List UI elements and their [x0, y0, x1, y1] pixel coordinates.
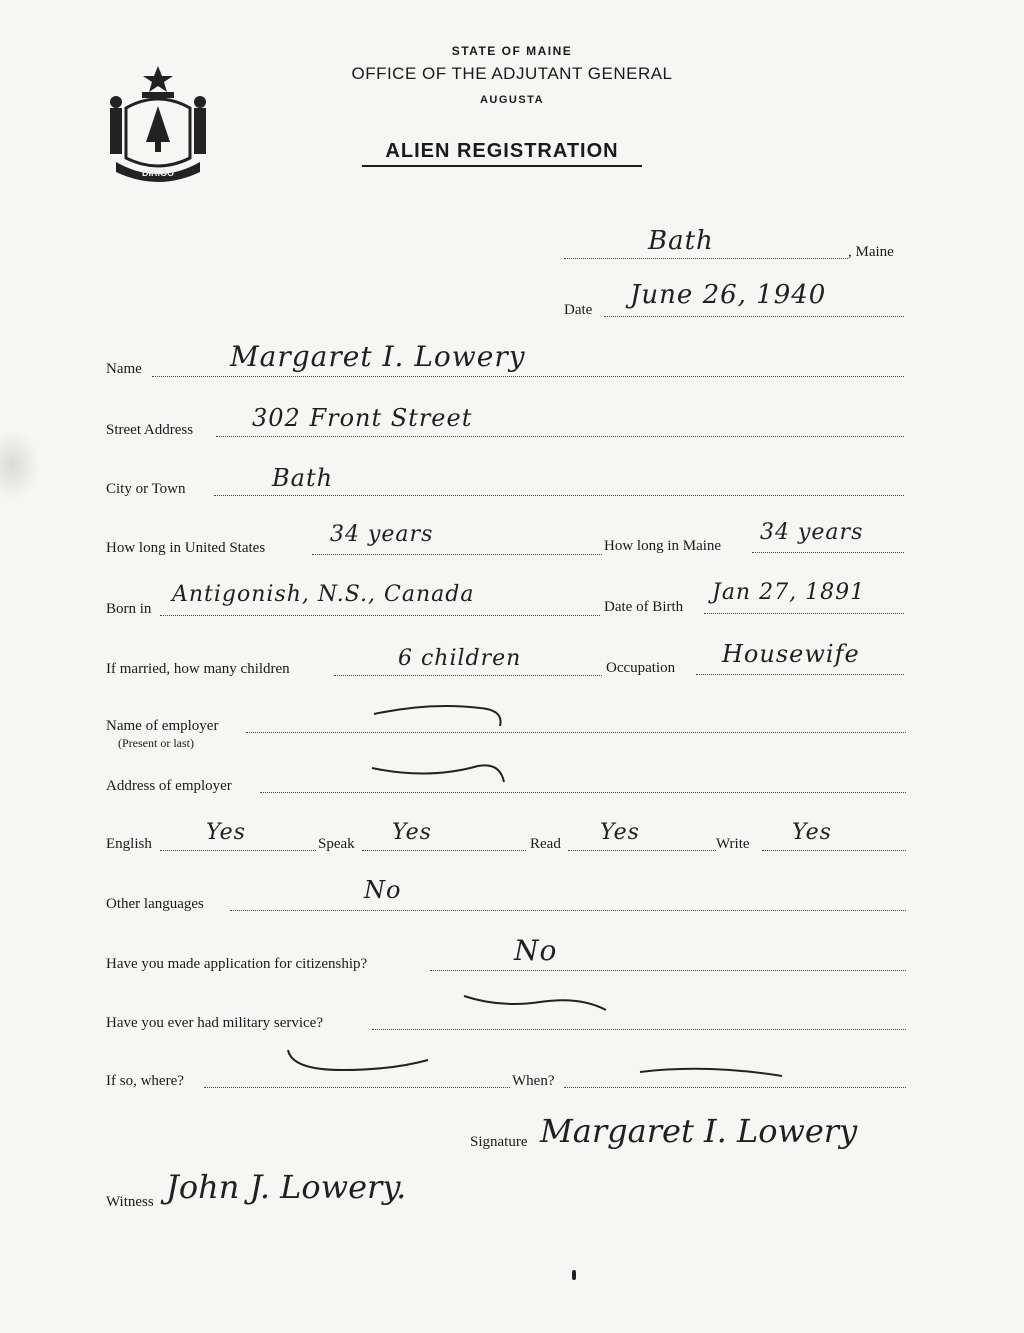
children-label: If married, how many children — [106, 661, 290, 677]
military-line — [372, 1029, 906, 1030]
speak-value: Yes — [392, 820, 432, 845]
header-city: AUGUSTA — [479, 94, 545, 106]
write-value: Yes — [792, 820, 832, 845]
english-value: Yes — [206, 820, 246, 845]
when-label: When? — [512, 1073, 555, 1089]
military-dash-mark — [460, 990, 610, 1020]
citizenship-value: No — [514, 934, 558, 967]
maine-years-value: 34 years — [760, 520, 864, 545]
header-office: OFFICE OF THE ADJUTANT GENERAL — [351, 64, 673, 83]
citizenship-line — [430, 970, 906, 971]
write-line — [762, 850, 906, 851]
write-label: Write — [716, 836, 750, 852]
children-line — [334, 675, 602, 676]
where-label: If so, where? — [106, 1073, 184, 1089]
speak-label: Speak — [318, 836, 355, 852]
signature-value: Margaret I. Lowery — [540, 1112, 858, 1150]
military-label: Have you ever had military service? — [106, 1015, 323, 1031]
english-line — [160, 850, 316, 851]
name-label: Name — [106, 361, 142, 377]
other-languages-label: Other languages — [106, 896, 204, 912]
witness-label: Witness — [106, 1194, 154, 1210]
street-value: 302 Front Street — [252, 404, 473, 432]
where-line — [204, 1087, 510, 1088]
occupation-value: Housewife — [722, 640, 860, 668]
employer-address-line — [260, 792, 906, 793]
place-value: Bath — [648, 226, 714, 256]
other-languages-value: No — [364, 876, 402, 904]
maine-years-line — [752, 552, 904, 553]
born-in-value: Antigonish, N.S., Canada — [172, 582, 475, 607]
date-label: Date — [564, 302, 593, 318]
city-value: Bath — [272, 464, 334, 492]
employer-address-dash-mark — [368, 758, 508, 788]
where-dash-mark — [282, 1046, 432, 1078]
dob-label: Date of Birth — [604, 599, 684, 615]
other-languages-line — [230, 910, 906, 911]
header-state: STATE OF MAINE — [451, 44, 573, 58]
street-label: Street Address — [106, 422, 194, 438]
name-value: Margaret I. Lowery — [230, 340, 526, 373]
born-in-line — [160, 615, 600, 616]
read-line — [568, 850, 716, 851]
city-label: City or Town — [106, 481, 186, 497]
speak-line — [362, 850, 526, 851]
us-years-line — [312, 554, 602, 555]
born-in-label: Born in — [106, 601, 152, 617]
citizenship-label: Have you made application for citizenship? — [106, 956, 368, 972]
ink-mark — [572, 1270, 576, 1280]
date-line — [604, 316, 904, 317]
witness-value: John J. Lowery. — [166, 1168, 407, 1206]
us-years-label: How long in United States — [106, 540, 266, 556]
name-line — [152, 376, 904, 377]
place-line — [564, 258, 848, 259]
dob-value: Jan 27, 1891 — [712, 580, 866, 605]
employer-line — [246, 732, 906, 733]
city-line — [214, 495, 904, 496]
employer-label: Name of employer — [106, 718, 219, 734]
occupation-label: Occupation — [606, 660, 676, 676]
street-line — [216, 436, 904, 437]
read-label: Read — [530, 836, 561, 852]
form-title: ALIEN REGISTRATION — [362, 140, 642, 167]
employer-address-label: Address of employer — [106, 778, 232, 794]
date-value: June 26, 1940 — [630, 280, 827, 310]
paper-smudge — [0, 430, 40, 500]
employer-sublabel: (Present or last) — [118, 736, 194, 750]
when-dash-mark — [636, 1060, 786, 1084]
seal-motto: DIRIGO — [141, 168, 175, 178]
signature-label: Signature — [470, 1134, 528, 1150]
dob-line — [704, 613, 904, 614]
children-value: 6 children — [398, 646, 522, 671]
employer-dash-mark — [370, 700, 510, 730]
place-label: , Maine — [848, 244, 894, 260]
us-years-value: 34 years — [330, 522, 434, 547]
read-value: Yes — [600, 820, 640, 845]
when-line — [564, 1087, 906, 1088]
english-label: English — [106, 836, 152, 852]
maine-years-label: How long in Maine — [604, 538, 722, 554]
occupation-line — [696, 674, 904, 675]
